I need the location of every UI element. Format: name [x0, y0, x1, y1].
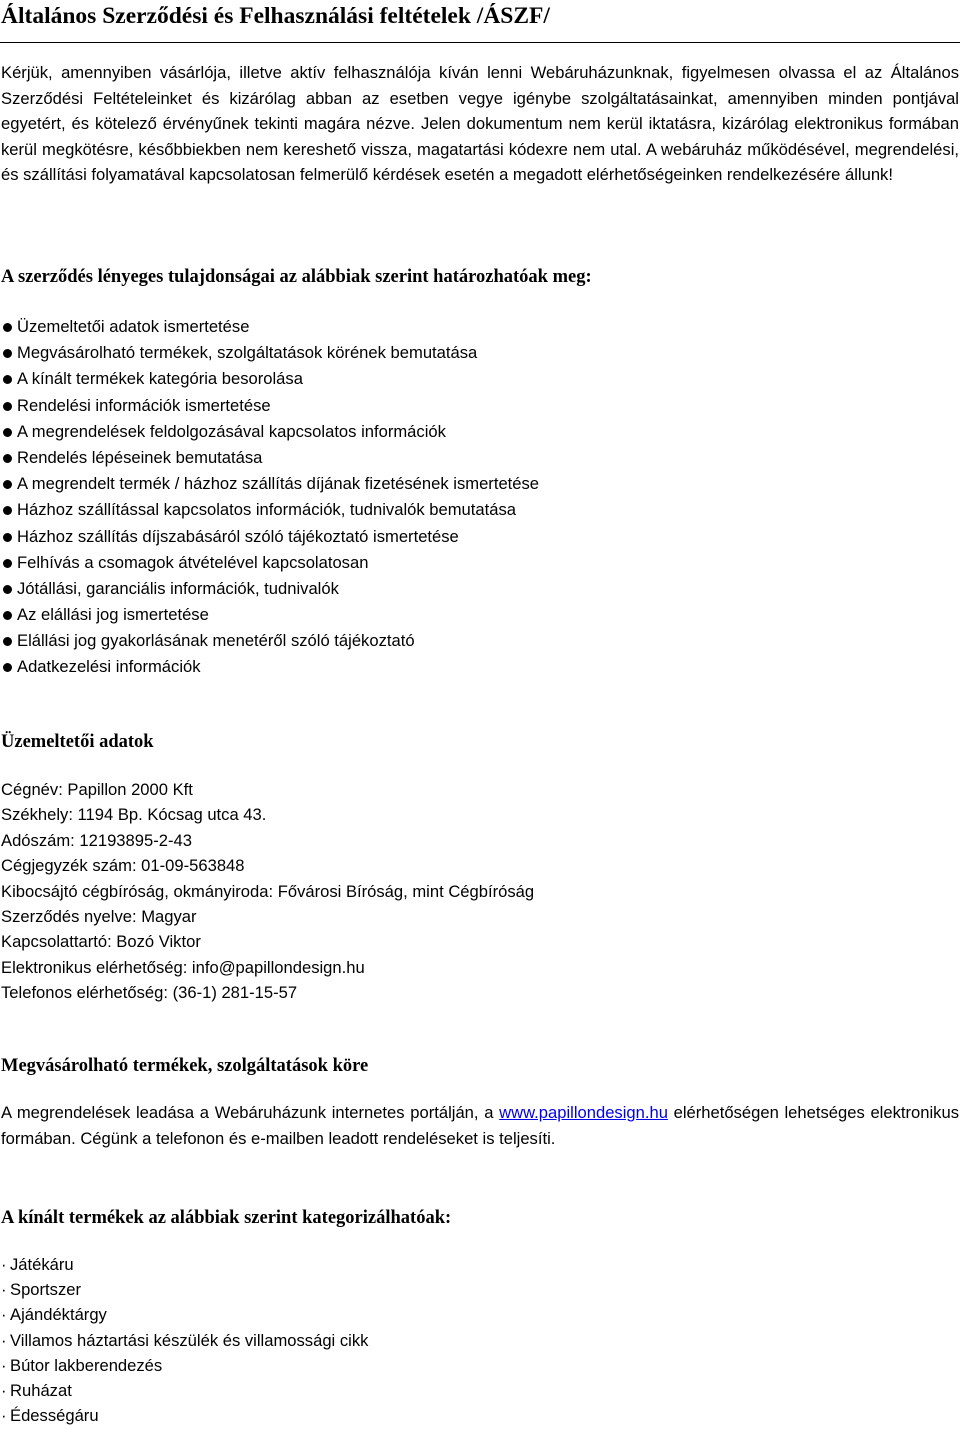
properties-heading: A szerződés lényeges tulajdonságai az alábbiak szerint határozhatóak meg:: [1, 267, 592, 287]
operator-phone: Telefonos elérhetőség: (36-1) 281-15-57: [1, 983, 298, 1003]
products-paragraph: [1, 1100, 959, 1151]
middle-dot-icon: ·: [1, 1330, 7, 1350]
category-label: Édességáru: [10, 1406, 99, 1426]
intro-text-3: A webáruház működésével, megrendelési, és szállítási folyamatával kapcsolatosan felmerülő kérdések esetén a megadott elérhetőségeinken rendelkezésére állunk!: [1, 139, 959, 184]
categories-list: [1, 1252, 368, 1428]
list-item: Rendelési információk ismertetése: [0, 393, 539, 419]
operator-company-name: Cégnév: Papillon 2000 Kft: [1, 780, 193, 799]
category-label: Sportszer: [10, 1280, 82, 1300]
list-item: Adatkezelési információk: [0, 654, 539, 680]
list-item: [1, 1378, 368, 1403]
intro-text-2: Jelen dokumentum nem kerül iktatásra, kizárólag elektronikus formában kerül megkötésre, későbbiekben nem kereshető vissza, magatartási kódexre nem utal.: [1, 114, 959, 159]
middle-dot-icon: ·: [1, 1280, 7, 1300]
properties-list: [0, 314, 539, 681]
middle-dot-icon: ·: [1, 1406, 7, 1426]
operator-email: Elektronikus elérhetőség: info@papillondesign.hu: [1, 957, 365, 977]
operator-registration-number: Cégjegyzék szám: 01-09-563848: [1, 856, 245, 876]
operator-contact-person: Kapcsolattartó: Bozó Viktor: [1, 932, 201, 952]
middle-dot-icon: ·: [1, 1380, 7, 1400]
list-item: Rendelés lépéseinek bemutatása: [0, 445, 539, 471]
operator-info-list: [1, 777, 534, 1006]
list-item: Házhoz szállítással kapcsolatos információk, tudnivalók bemutatása: [0, 497, 539, 523]
list-item: Megvásárolható termékek, szolgáltatások körének bemutatása: [0, 340, 539, 366]
intro-text-1: Kérjük, amennyiben vásárlója, illetve aktív felhasználója kíván lenni Webáruházunknak, figyelmesen olvassa el az Általános Szerződési Feltételeinket és kizárólag abban az esetben vegye igénybe szolgáltatásainkat, amennyiben minden pontjával egyetért, és kötelező érvényűnek tekinti magára nézve.: [1, 63, 959, 133]
list-item: Elállási jog gyakorlásának menetéről szóló tájékoztató: [0, 628, 539, 654]
operator-tax-number: Adószám: 12193895-2-43: [1, 830, 192, 850]
middle-dot-icon: ·: [1, 1355, 7, 1375]
list-item: [1, 1328, 368, 1353]
list-item: A kínált termékek kategória besorolása: [0, 366, 539, 392]
products-heading: Megvásárolható termékek, szolgáltatások köre: [1, 1056, 369, 1076]
webshop-link[interactable]: www.papillondesign.hu: [499, 1103, 668, 1122]
list-item: A megrendelések feldolgozásával kapcsolatos információk: [0, 419, 539, 445]
list-item: [1, 1403, 368, 1428]
list-item: [1, 1252, 368, 1277]
products-text-before: A megrendelések leadása a Webáruházunk internetes portálján, a: [1, 1103, 500, 1122]
category-label: Ajándéktárgy: [10, 1305, 107, 1325]
intro-paragraph: [1, 60, 959, 188]
products-text-after: elérhetőségen lehetséges elektronikus formában. Cégünk a telefonon és e-mailben leadott rendeléseket is teljesíti.: [1, 1103, 959, 1148]
operator-heading: Üzemeltetői adatok: [1, 732, 154, 752]
category-label: Bútor lakberendezés: [10, 1355, 163, 1375]
title-divider: [0, 42, 960, 43]
operator-court: Kibocsájtó cégbíróság, okmányiroda: Fővárosi Bíróság, mint Cégbíróság: [1, 881, 535, 901]
list-item: [1, 1353, 368, 1378]
middle-dot-icon: ·: [1, 1305, 7, 1325]
list-item: Az elállási jog ismertetése: [0, 602, 539, 628]
category-label: Ruházat: [10, 1380, 72, 1400]
operator-contract-language: Szerződés nyelve: Magyar: [1, 906, 197, 926]
list-item: Házhoz szállítás díjszabásáról szóló tájékoztató ismertetése: [0, 524, 539, 550]
list-item: A megrendelt termék / házhoz szállítás díjának fizetésének ismertetése: [0, 471, 539, 497]
operator-address: Székhely: 1194 Bp. Kócsag utca 43.: [1, 805, 267, 825]
categories-heading: A kínált termékek az alábbiak szerint kategorizálhatóak:: [1, 1208, 452, 1228]
middle-dot-icon: ·: [1, 1255, 7, 1274]
category-label: Villamos háztartási készülék és villamossági cikk: [10, 1330, 369, 1350]
list-item: Üzemeltetői adatok ismertetése: [0, 314, 539, 340]
list-item: Felhívás a csomagok átvételével kapcsolatosan: [0, 550, 539, 576]
list-item: Jótállási, garanciális információk, tudnivalók: [0, 576, 539, 602]
page-title: Általános Szerződési és Felhasználási feltételek /ÁSZF/: [1, 3, 550, 29]
list-item: [1, 1302, 368, 1327]
category-label: Játékáru: [10, 1255, 74, 1274]
list-item: [1, 1277, 368, 1302]
